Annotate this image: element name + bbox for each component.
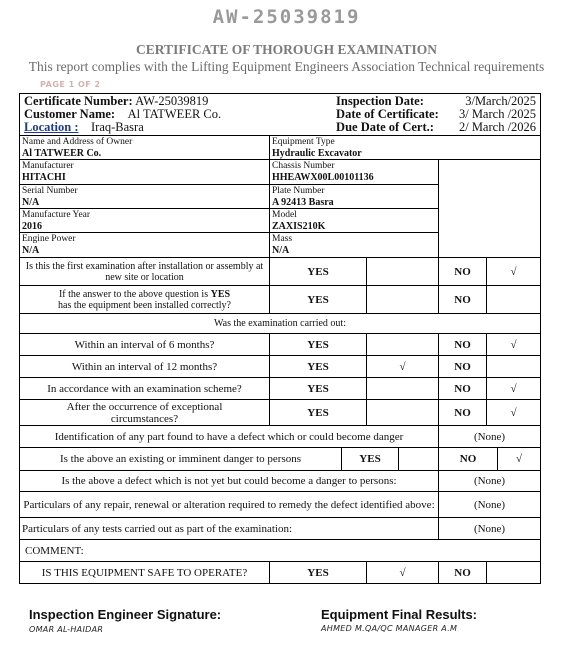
answer-yes: YES: [270, 258, 367, 286]
question-installed-text-a: If the answer to the above question is: [58, 288, 211, 300]
equipment-type-label: Equipment Type: [272, 136, 335, 147]
question-row: [20, 471, 541, 492]
question-row: [20, 492, 541, 518]
question-row: [20, 562, 541, 584]
answer-no: NO: [439, 258, 487, 286]
certificate-title: CERTIFICATE OF THOROUGH EXAMINATION: [136, 42, 437, 57]
answer-no: NO: [439, 334, 487, 356]
question-first-examination: Is this the first examination after installation or assembly at new site or location: [20, 258, 270, 286]
answer-no: NO: [439, 378, 487, 400]
no-tick: √: [487, 258, 541, 286]
no-tick-cell: [487, 356, 541, 378]
plate-label: Plate Number: [272, 185, 325, 196]
question-row: [20, 378, 541, 400]
mass-cell: [270, 233, 439, 258]
engineer-signature-label: Inspection Engineer Signature:: [29, 607, 222, 622]
question-row: [20, 518, 541, 540]
owner-value: Al TATWEER Co.: [22, 147, 102, 159]
customer-name-label: Customer Name:: [24, 107, 116, 121]
engineer-signature: OMAR AL-HAIDAR: [29, 625, 104, 634]
question-defect-identification: Identification of any part found to have a defect which or could become danger: [20, 426, 439, 448]
answer-yes: YES: [341, 448, 398, 470]
location: Iraq-Basra: [91, 120, 144, 134]
no-tick: √: [497, 448, 540, 470]
question-row: [20, 334, 541, 356]
yes-tick-cell: [398, 448, 438, 470]
question-future-danger: Is the above a defect which is not yet but could become a danger to persons:: [20, 471, 439, 492]
mass-label: Mass: [272, 234, 293, 244]
no-tick: √: [487, 334, 541, 356]
answer-no: NO: [438, 448, 497, 470]
question-examination-scheme: In accordance with an examination scheme?: [20, 378, 270, 400]
manufacturer-label: Manufacturer: [22, 161, 74, 171]
yes-tick: √: [367, 562, 439, 584]
answer-no: NO: [439, 356, 487, 378]
question-repair-particulars: Particulars of any repair, renewal or alteration required to remedy the defect identified above:: [20, 492, 439, 518]
question-row: [20, 286, 541, 314]
answer-yes: YES: [270, 286, 367, 314]
final-results-label: Equipment Final Results:: [321, 607, 478, 622]
question-installed-text-b: has the equipment been installed correctly?: [58, 299, 231, 311]
date-of-certificate-label: Date of Certificate:: [336, 107, 439, 121]
answer-yes: YES: [270, 400, 367, 426]
model-label: Model: [272, 209, 297, 220]
danger-to-persons-row: [20, 448, 541, 471]
due-date: 2/ March /2026: [458, 120, 537, 134]
model-value: ZAXIS210K: [272, 220, 326, 232]
yes-tick-cell: [367, 286, 439, 314]
yes-tick-cell: [367, 400, 439, 426]
no-tick-cell: [487, 286, 541, 314]
answer-none: (None): [439, 518, 541, 540]
mass-value: N/A: [272, 245, 290, 256]
no-tick-cell: [487, 562, 541, 584]
manufacture-year-label: Manufacture Year: [22, 209, 91, 220]
yes-tick-cell: [367, 378, 439, 400]
answer-yes: YES: [270, 562, 367, 584]
date-of-certificate: 3/ March /2025: [458, 107, 537, 121]
no-tick: √: [487, 378, 541, 400]
manufacture-year-value: 2016: [22, 220, 42, 232]
question-test-particulars: Particulars of any tests carried out as part of the examination:: [20, 518, 439, 540]
question-6-months: Within an interval of 6 months?: [20, 334, 270, 356]
yes-tick: √: [367, 356, 439, 378]
certificate-header-block: [20, 94, 541, 136]
answer-none: (None): [439, 471, 541, 492]
final-results-signature: AHMED M.QA/QC MANAGER A.M: [321, 624, 458, 633]
question-installed-correctly: [20, 286, 270, 314]
inspection-date-label: Inspection Date:: [336, 94, 424, 108]
yes-tick-cell: [367, 258, 439, 286]
owner-cell: [20, 136, 270, 160]
model-cell: [270, 209, 439, 233]
question-row: [20, 426, 541, 448]
manufacturer-value: HITACHI: [22, 172, 66, 183]
examination-table: [19, 93, 541, 584]
manufacturer-cell: [20, 160, 270, 185]
answer-none: (None): [439, 492, 541, 518]
question-installed-yes: YES: [210, 288, 231, 300]
question-exceptional-circumstances: After the occurrence of exceptional circumstances?: [20, 400, 270, 426]
question-12-months: Within an interval of 12 months?: [20, 356, 270, 378]
engine-power-cell: [20, 233, 270, 258]
compliance-statement: This report complies with the Lifting Equipment Engineers Association Technical requirements: [28, 59, 545, 74]
comment-label: COMMENT:: [20, 540, 541, 562]
customer-name: Al TATWEER Co.: [127, 107, 222, 121]
manufacture-year-cell: [20, 209, 270, 233]
equipment-type-cell: [270, 136, 541, 160]
examination-carried-out-heading: Was the examination carried out:: [20, 314, 541, 334]
location-label: Location :: [24, 120, 79, 134]
answer-yes: YES: [270, 356, 367, 378]
question-row: [20, 400, 541, 426]
chassis-label: Chassis Number: [272, 161, 335, 171]
equipment-type-value: Hydraulic Excavator: [272, 147, 362, 159]
question-safe-to-operate: IS THIS EQUIPMENT SAFE TO OPERATE?: [20, 562, 270, 584]
plate-value: A 92413 Basra: [272, 196, 334, 208]
answer-yes: YES: [270, 334, 367, 356]
document-number: AW-25039819: [212, 6, 361, 28]
certificate-number: AW-25039819: [135, 94, 209, 108]
yes-tick-cell: [367, 334, 439, 356]
engine-power-label: Engine Power: [22, 234, 76, 244]
question-imminent-danger: Is the above an existing or imminent danger to persons: [59, 453, 302, 465]
answer-none: (None): [439, 426, 541, 448]
answer-yes: YES: [270, 378, 367, 400]
answer-no: NO: [439, 400, 487, 426]
page-indicator: PAGE 1 OF 2: [40, 80, 101, 89]
question-row: [20, 448, 541, 471]
inspection-date: 3/March/2025: [465, 94, 537, 108]
question-row: [20, 356, 541, 378]
question-row: [20, 258, 541, 286]
due-date-label: Due Date of Cert.:: [336, 120, 434, 134]
engine-power-value: N/A: [22, 245, 40, 256]
answer-no: NO: [439, 286, 487, 314]
certificate-number-label: Certificate Number:: [24, 94, 133, 108]
chassis-value: HHEAWX00L00101136: [272, 172, 374, 183]
answer-no: NO: [439, 562, 487, 584]
plate-cell: [270, 185, 439, 209]
owner-label: Name and Address of Owner: [22, 136, 133, 147]
no-tick: √: [487, 400, 541, 426]
serial-cell: [20, 185, 270, 209]
chassis-cell: [270, 160, 439, 185]
serial-value: N/A: [22, 196, 40, 208]
blank-detail-cell: [439, 160, 541, 258]
serial-label: Serial Number: [22, 185, 78, 196]
